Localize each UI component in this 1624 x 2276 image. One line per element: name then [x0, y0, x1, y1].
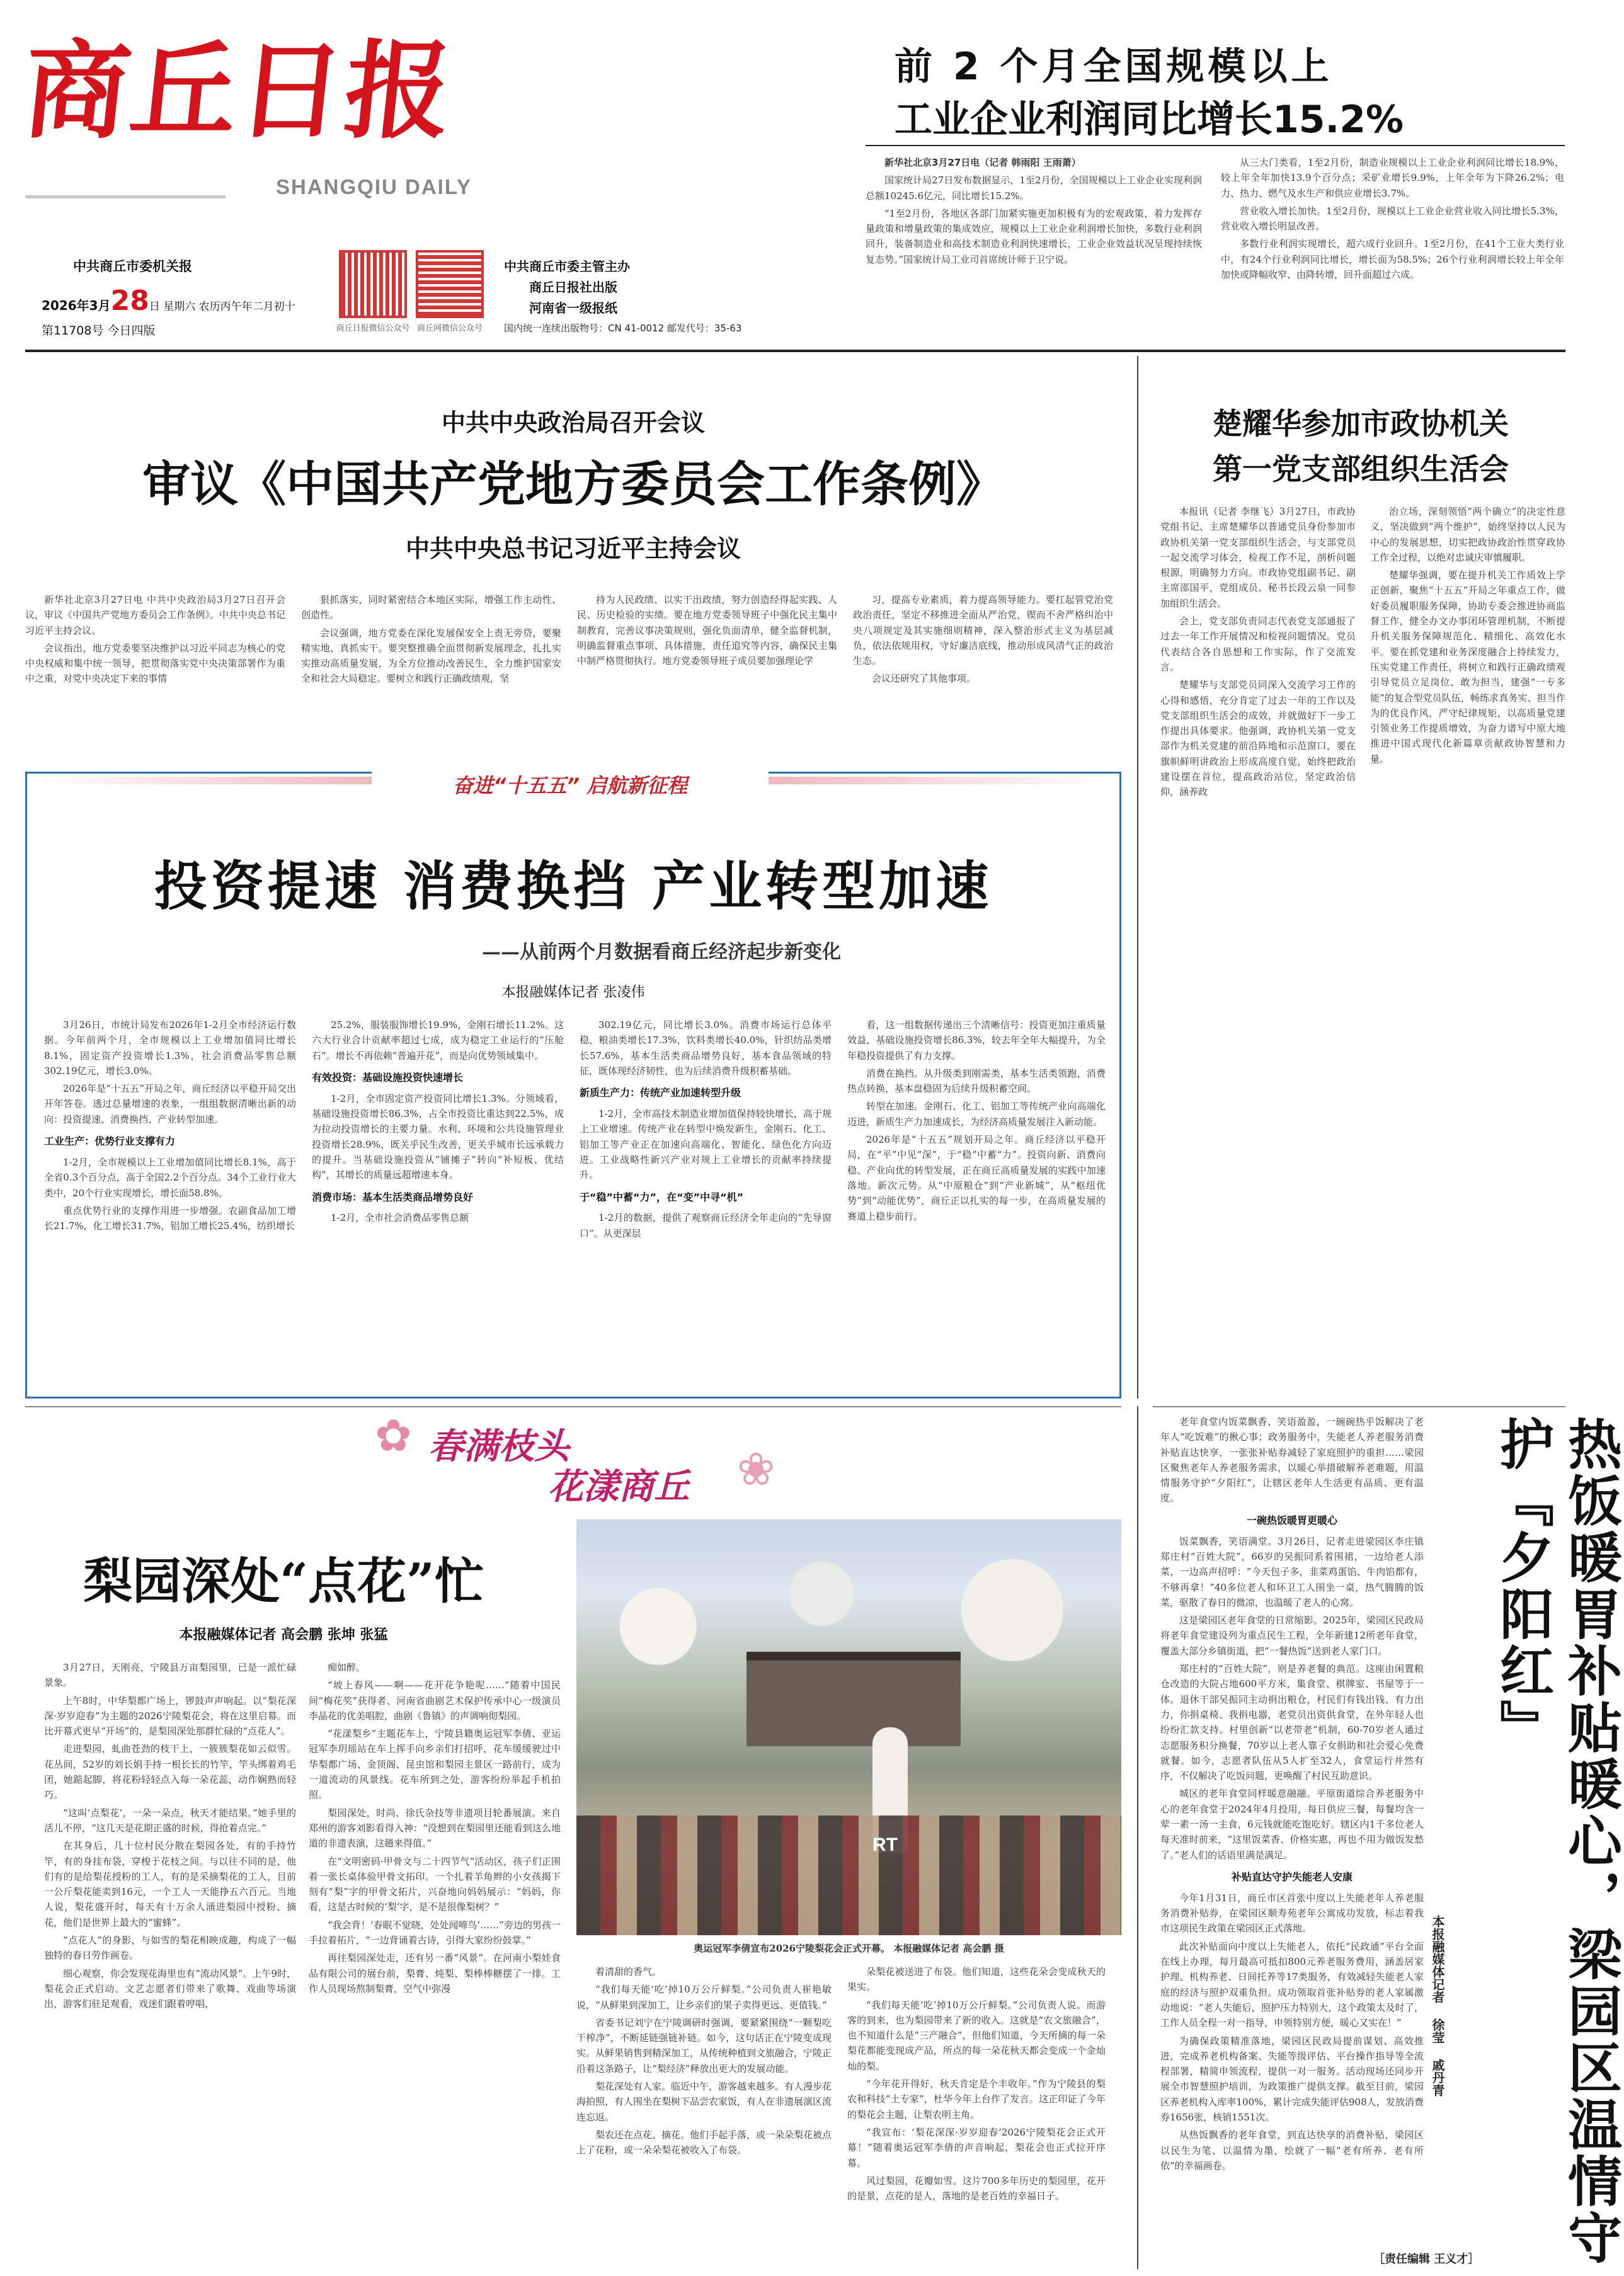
sponsor: 中共商丘市委主管主办 [504, 259, 630, 274]
cn-number: 国内统一连续出版物号：CN 41-0012 邮发代号：35-63 [504, 323, 742, 334]
pear-title: 梨园深处“点花”忙 [83, 1553, 484, 1610]
pear-banner [359, 1410, 800, 1511]
grade: 河南省一级报纸 [529, 300, 617, 316]
pear-col: 朵梨花被送进了布袋。他们知道，这些花朵会变成秋天的果实。 “我们每天能‘吃’掉10万公斤鲜梨。”公司负责人说。而游客的到来，也为梨园带来了新的收入。这就是“农文旅融合”，也不知道什么是“三产融合”，但他们知道，今天所摘的每一朵梨花都能变现成产品，所点的每一朵花秋天都会变成一个金灿灿的梨。 “今年花开得好，秋天肯定是个丰收年。”作为宁陵县的梨农和科技“土专家”，杜华今年上台作了发言。这正印证了今年的梨花会主题，让梨农明主角。 “我宣布：‘梨花深深·岁岁迎春’2026宁陵梨花会正式开幕！”随着奥运冠军李倩的声音响起，梨花会也正式拉开序幕。 风过梨园，花瓣如雪。这片700多年历史的梨园里，花开的是景，点花的是人，落地的是老百姓的幸福日子。 [847, 1966, 1106, 2202]
chu-title-2: 第一党支部组织生活会 [1213, 452, 1509, 487]
section-heading: 新质生产力：传统产业加速转型升级 [580, 1087, 741, 1099]
photo-crowd [576, 1816, 1121, 1935]
investment-title: 投资提速 消费换挡 产业转型加速 [154, 855, 993, 917]
photo-building [746, 1652, 961, 1746]
chu-title-1: 楚耀华参加市政协机关 [1213, 407, 1509, 442]
econ-col-1: 新华社北京3月27日电（记者 韩雨阳 王雨萧） 国家统计局27日发布数据显示，1至2月份，全国规模以上工业企业实现利润总额10245.6亿元，同比增长15.2%。 “1至2月份，各地区各部门加紧实施更加积极有为的宏观政策，着力发挥存量政策和增量政策的集成效应，规模以上工业企业利润增长加快，多数行业利润回升，装备制造业和高技术制造业利润快速增长，工业企业效益状况呈现持续恢复态势。”国家统计局工业司首席统计师于卫宁说。 [866, 157, 1202, 265]
investment-col: 302.19亿元，同比增长3.0%。消费市场运行总体平稳，粮油类增长17.3%，饮料类增长40.0%，针织纺品类增长57.6%，基本生活类商品增势良好，基本食品领域的特征，既体现经济韧性，也为后续消费升级积蓄基础。 新质生产力：传统产业加速转型升级 1-2月，全市高技术制造业增加值保持较快增长，高于规上工业增速。传统产业在转型中焕发新生，金刚石、化工、铝加工等产业正在加速向高端化、智能化、绿色化方向迈进。工业战略性新兴产业对规上工业增长的贡献率持续提升。 于“稳”中蓄“力”，在“变”中寻“机” 1-2月的数据，提供了观察商丘经济全年走向的“先导窗口”。从更深层 [580, 1019, 832, 1239]
investment-byline: 本报融媒体记者 张凌伟 [501, 985, 645, 1000]
section-heading: 消费市场：基本生活类商品增势良好 [312, 1191, 474, 1203]
econ-title-2: 工业企业利润同比增长15.2% [895, 98, 1404, 142]
qr-code[interactable] [339, 250, 407, 318]
qr-label: 商丘日报微信公众号 [336, 324, 410, 333]
org: 商丘日报社出版 [529, 280, 617, 295]
politburo-title: 审议《中国共产党地方委员会工作条例》 [142, 456, 1004, 512]
pear-col: 着清甜的香气。 “我们每天能‘吃’掉10万公斤鲜梨。”公司负责人崔艳敏说，“从鲜果到深加工，让乡亲们的果子卖得更远、更值钱。” 省委书记刘宁在宁陵调研时强调，要紧紧围绕“一颗梨吃干榨净”，不断延链强链补链。如今，这句话正在宁陵变成现实。从鲜果销售到精深加工，从传统种植到文旅融合，宁陵正沿着这条路子，让“梨经济”释放出更大的发展动能。 梨花深处有人家。临近中午，游客越来越多。有人漫步花海拍照，有人围坐在梨树下品尝农家饭，有人在非遗展演区流连忘返。 梨农还在点花、摘花。他们手起手落，或一朵朵梨花被点上了花粉，或一朵朵梨花被收入了布袋。 [576, 1966, 832, 2156]
logo-text: 商丘日报 [17, 30, 459, 153]
blossom-icon: ❀ [737, 1443, 775, 1495]
chu-col: 本报讯（记者 李继飞）3月27日，市政协党组书记、主席楚耀华以普通党员身份参加市政协机关第一党支部组织生活会，与支部党员一起交流学习体会，检视工作不足，剖析问题根源，明确努力方向。市政协党组副书记、副主席邵国平，党组成员、秘书长段云泉一同参加组织生活会。 会上，党支部负责同志代表党支部通报了过去一年工作开展情况和检视问题情况。党员代表结合各自思想和工作实际，作了交流发言。 楚耀华与支部党员同深入交流学习工作的心得和感悟，充分肯定了过去一年的工作以及党支部组织生活会的成效，并就做好下一步工作提出具体要求。他强调，政协机关第一党支部作为机关党建的前沿阵地和示范窗口，要在旗帜鲜明讲政治上形成高度自觉，始终把政治建设摆在首位，提高政治站位，坚定政治信仰，涵养政 [1160, 506, 1356, 798]
pear-col: 痴如醉。 “坡上春风——啊——花开花争艳呢……”随着中国民间“梅花奖”获得者、河南省曲剧艺术保护传承中心一级演员李晶花的优美唱腔，曲剧《鲁镇》的声调响彻梨园。 “花漾梨乡”主题花车上，宁陵县籍奥运冠军李倩、亚运冠军李玥瑶站在车上挥手向乡亲们打招呼，花车缓缓驶过中华梨都广场、金顶阁、昆虫馆和梨园主景区一路前行，成为一道流动的风景线。花车所到之处，游客纷纷举起手机拍照。 梨园深处，时尚、徐氏杂技等非遗项目轮番展演。来自郑州的游客刘影看得入神：“没想到在梨园里还能看到这么地道的非遗表演，这趟来得值。” 在“文明密码·甲骨文与二十四节气”活动区，孩子们正围着一张长桌体验甲骨文拓印。一个扎着羊角辫的小女孩揭下刻有“梨”字的甲骨文拓片，兴奋地向妈妈展示：“妈妈，你看，这是古时候的‘梨’字，是不是很像梨树？” “我会背！‘春眠不觉晓，处处闻啼鸟’……”旁边的男孩一手拉着拓片，“一边背诵着古诗，引得大家纷纷鼓掌。” 再往梨园深处走，还有另一番“风景”。在河南小梨娃食品有限公司的展台前，梨膏、炖梨、梨棒棒糖摆了一排。工作人员现场熬制梨膏，空气中弥漫 [309, 1662, 561, 1994]
politburo-subtitle: 中共中央总书记习近平主持会议 [405, 535, 741, 563]
econ-col-2: 从三大门类看，1至2月份，制造业规模以上工业企业利润同比增长18.9%，较上年全年加快13.9个百分点；采矿业增长9.9%，上年全年为下降26.2%；电力、热力、燃气及水生产和供应业增长3.7%。 营业收入增长加快。1至2月份，规模以上工业企业营业收入同比增长5.3%，营业收入增长明显改善。 多数行业利润实现增长，超六成行业回升。1至2月份，在41个工业大类行业中，有24个行业利润同比增长，增长面为58.5%；26个行业利润增长较上年全年加快或降幅收窄、由降转增，回升面超过六成。 [1221, 157, 1564, 281]
politburo-col: 持为人民政绩、以实干出政绩，努力创造经得起实践、人民、历史检验的实绩。要在地方党委领导班子中强化民主集中制教育，完善议事决策规则，强化负面清单，健全监督机制，明确监督重点事项、具体措施，责任追究等内容，确保民主集中制严格贯彻执行。地方党委领导班子成员要加强理论学 [577, 594, 837, 667]
investment-col: 看，这一组数据传递出三个清晰信号：投资更加注重质量效益，基础设施投资增长86.3%，较去年全年大幅提升，为全年稳投资提供了有力支撑。 消费在换挡。从升级类到刚需类，基本生活类领跑，消费热点转换，基本盘稳固为后续升级积蓄空间。 转型在加速。金刚石、化工、铝加工等传统产业向高端化迈进，新质生产力加速成长，为经济高质量发展注入新动能。 2026年是“十五五”规划开局之年。商丘经济以平稳开局，在“平”中见“深”，于“稳”中蓄“力”。投资向新、消费向稳、产业向优的转型发展，正在商丘高质量发展的实践中加速落地。新次元势。从“中原粮仓”到“产业新城”，从“枢纽优势”到“动能优势”，商丘正以扎实的每一步，在高质量发展的赛道上稳步前行。 [847, 1019, 1106, 1222]
meal-subhead: 补贴直达守护失能老人安康 [1231, 1870, 1352, 1883]
photo-badge: RT [872, 1834, 898, 1855]
section-heading: 于“稳”中蓄“力”，在“变”中寻“机” [580, 1191, 744, 1203]
meal-subhead: 一碗热饭暖胃更暖心 [1246, 1514, 1337, 1526]
date-day: 28 [110, 285, 149, 317]
politburo-col: 习，提高专业素质，着力提高领导能力。要扛起管党治党政治责任，坚定不移推进全面从严治党，锲而不舍严格纠治中央八项规定及其实施细则精神，深入整治形式主义为基层减负，依法依规用权，守好廉洁底线，推动形成风清气正的政治生态。 会议还研究了其他事项。 [853, 594, 1113, 685]
section-heading: 工业生产：优势行业支撑有力 [44, 1135, 176, 1148]
investment-banner: 奋进“十五五” 启航新征程 [372, 770, 769, 799]
investment-subtitle: ——从前两个月数据看商丘经济起步新变化 [482, 941, 841, 963]
section-heading: 有效投资：基础设施投资快速增长 [312, 1071, 464, 1084]
blossom-icon: ✿ [375, 1410, 412, 1461]
qr-label: 商丘网微信公众号 [416, 324, 483, 333]
meal-title: 热饭暖胃补贴暖心，梁园区温情守护『夕阳红』 [1490, 1416, 1622, 2267]
logo-pinyin: SHANGQIU DAILY [276, 175, 472, 198]
politburo-kicker: 中共中央政治局召开会议 [441, 409, 705, 437]
pear-banner-1: 春满枝头 [428, 1426, 569, 1467]
masthead-logo [17, 13, 477, 220]
meal-col-1: 老年食堂内饭菜飘香、笑语盈盈，一碗碗热乎饭解决了老年人“吃饭难”的揪心事；政务服务中，失能老人养老服务消费补贴直达快享，一张张补贴券减轻了家庭照护的重担……梁园区聚焦老年人养老服务需求，以暖心举措破解养老难题，用温情服务守护“夕阳红”，让辖区老年人生活更有品质、更有温度。 一碗热饭暖胃更暖心 饭菜飘香，笑语满堂。3月26日，记者走进梁园区李庄镇郑庄村“百姓大院”，66岁的吴振同系着围裙，一边给老人添菜，一边高声招呼：“今天包子多，韭菜鸡蛋馅、牛肉馅都有，不够再拿！”40多位老人和环卫工人围坐一桌，热气腾腾的饭菜，驱散了春日的微凉，也温暖了老人的心窝。 这是梁园区老年食堂的日常缩影。2025年，梁园区民政局将老年食堂建设列为重点民生工程，全年新建12所老年食堂，覆盖大部分乡镇街道，把“一餐热饭”送到老人家门口。 郑庄村的“百姓大院”，则是养老餐的典范。这座由闲置粮仓改造的大院占地600平方米，集食堂、棋牌室、书屋等于一体。退休干部吴振同主动捐出粮仓，村民们有钱出钱、有力出力，你捐桌椅、我捐电器，老党员出资供食堂，在外年轻人也纷纷汇款支持。村里创新“以老带老”机制，60-70岁老人通过志愿服务积分换餐，70岁以上老人靠子女捐助和社会爱心免费就餐。如今，志愿者队伍从5人扩至32人，食堂运行并然有序，不仅解决了吃饭问题，更唤醒了村民互助意识。 城区的老年食堂同样暖意融融。平原街道综合养老服务中心的老年食堂于2024年4月投用，每日供应三餐，每餐均含一荤一素一汤一主食，6元钱就能吃饱吃好。辖区内1千多位老人每天准时前来，“这里饭菜香、价格实惠，再也不用为做饭发愁了。”老人们的话语里满是满足。 补贴直达守护失能老人安康 今年1月31日，商丘市区首张中度以上失能老年人养老服务消费补贴券，在梁园区顺寿苑老年公寓成功发放，标志着我市这项民生政策在梁园区正式落地。 此次补贴面向中度以上失能老人，依托“民政通”平台全面在线上办理，每月最高可抵扣800元养老服务费用，涵盖居家护理、机构养老、日间托养等17类服务，有效减轻失能老人家庭的经济与照护双重负担。成功领取首张补贴券的老人家属激动地说：“老人失能后，照护压力特别大，这个政策太及时了，工作人员全程一对一指导，申领特别方便，暖心又实在！” 为确保政策精准落地，梁园区民政局提前谋划、高效推进，完成养老机构备案、失能等级评估、平台操作指导等全流程部署，精简申领流程，提供一对一服务。活动现场还同步开展全市智慧照护培训，为政策推广提供支撑。截至目前，梁园区养老机构入库率100%，累计完成失能评估908人，发放消费券1656张，核销1551次。 从热饭飘香的老年食堂，到直达快享的消费补贴，梁园区以民生为笔、以温情为墨，绘就了一幅“老有所养、老有所依”的幸福画卷。 [1160, 1416, 1424, 2171]
chu-col: 治立场，深刻领悟“两个确立”的决定性意义，坚决做到“两个维护”，始终坚持以人民为中心的发展思想，切实把政协政治性贯穿政协工作全过程，以绝对忠诚庆审慎履职。 楚耀华强调，要在提升机关工作质效上学正创新，聚焦“十五五”开局之年重点工作，做好委员履职服务保障，协助专委会推进协商监督工作，健全办文办事闭环管理机制，不断提升机关服务保障规范化、精细化、高效化水平。要在抓党建和业务深度融合上持续发力，压实党建工作责任，将树立和践行正确政绩观引导党员立足岗位、敢为担当，建强“一专多能”的复合型党员队伍，畅练求真务实、担当作为的优良作风，严守纪律规矩，以高质量党建引领业务工作提质增效，为奋力谱写中原大地推进中国式现代化新篇章贡献政协智慧和力量。 [1370, 506, 1565, 765]
issue-number: 第11708号 今日四版 [42, 324, 156, 338]
editor-credit: ［责任编辑 王义才］ [1373, 2253, 1480, 2266]
pear-byline: 本报融媒体记者 高会鹏 张坤 张猛 [179, 1627, 388, 1643]
issue-date: 2026年3月28日 星期六 农历丙午年二月初十 [42, 285, 295, 317]
pear-photo [576, 1519, 1121, 1935]
investment-col: 25.2%，服装服饰增长19.9%，金刚石增长11.2%。这六大行业合计贡献率超过七成，成为稳定工业运行的“压舱石”。增长不再依赖“普遍开花”，而是向优势领域集中。 有效投资：基础设施投资快速增长 1-2月，全市固定资产投资同比增长1.3%。分领域看，基础设施投资增长86.3%，占全市投资比重达到22.5%，成为拉动投资增长的主要力量。水利、环境和公共设施管理业投资增长28.9%，既关乎民生改善，更关乎城市长远承载力的提升。当基础设施投资从“铺摊子”转向“补短板、优结构”，其增长的质量远超增速本身。 消费市场：基本生活类商品增势良好 1-2月，全市社会消费品零售总额 [312, 1019, 564, 1224]
publisher: 中共商丘市委机关报 [73, 259, 192, 274]
politburo-col: 狠抓落实，同时紧密结合本地区实际，增强工作主动性、创造性。 会议强调，地方党委在深化发展保安全上责无旁贷，要聚精实地、真抓实干。要突整推确全面贯彻新发展理念，扎扎实实推动高质量发展，为全方位推动改善民生，全力维护国家安全和社会大局稳定。要树立和践行正确政绩观，坚 [301, 594, 561, 685]
pear-banner-2: 花漾商丘 [548, 1466, 689, 1507]
pear-col: 3月27日，天刚亮，宁陵县万亩梨园里，已是一派忙碌景象。 上午8时，中华梨都广场上，锣鼓声声响起。以“梨花深深·岁岁迎春”为主题的2026宁陵梨花会，将在这里启幕。而比开幕式更早“开场”的，是梨园深处那群忙碌的“点花人”。 走进梨园，虬曲苍劲的枝干上，一簇簇梨花如云似雪。花丛间，52岁的刘长娟手持一根长长的竹竿，竿头绑着鸡毛团，她踮起脚，将花粉轻轻点入每一朵花蕊，动作娴熟而轻巧。 “这叫‘点梨花’，一朵一朵点，秋天才能结果。”她手里的活儿不停，“这几天是花期正盛的时候，得抢着点完。” 在其身后，几十位村民分散在梨园各处，有的手持竹竿，有的身挂布袋，穿梭于花枝之间。与以往不同的是，他们有的是给梨花授粉的工人，有的是采摘梨花的工人，目前一公斤梨花能卖到16元，一个工人一天能挣五六百元。当地人说，梨花盛开时，每天有十万余人涌进梨园中授粉、摘花，他们是世界上最大的“蜜蜂”。 “点花人”的身影，与如雪的梨花相映成趣，构成了一幅独特的春日劳作画卷。 细心观察，你会发现花海里也有“流动风景”。上午9时，梨花会正式启动。文艺志愿者们带来了歌舞、戏曲等场演出，游客们驻足观看，戏迷们跟着哼唱， [44, 1662, 296, 2010]
econ-title-1: 前 2 个月全国规模以上 [895, 45, 1333, 89]
politburo-col: 新华社北京3月27日电 中共中央政治局3月27日召开会议，审议《中国共产党地方委员会工作条例》。中共中央总书记习近平主持会议。 会议指出，地方党委要坚决维护以习近平同志为核心的党中央权威和集中统一领导，把贯彻落实党中央决策部署作为重中之重，对党中央决定下来的事情 [25, 594, 285, 685]
photo-caption: 奥运冠军李倩宣布2026宁陵梨花会正式开幕。 本报融媒体记者 高会鹏 摄 [694, 1943, 1004, 1954]
investment-col: 3月26日，市统计局发布2026年1-2月全市经济运行数据。今年前两个月，全市规模以上工业增加值同比增长8.1%，固定资产投资增长1.3%，社会消费品零售总额302.19亿元，增长3.0%。 2026年是“十五五”开局之年，商丘经济以平稳开局交出开年答卷。透过总量增速的表象，一组组数据清晰出新的动向：投资提速、消费换挡、产业转型加速。 工业生产：优势行业支撑有力 1-2月，全市规模以上工业增加值同比增长8.1%，高于全省0.3个百分点，高于全国2.2个百分点。34个工业行业大类中，20个行业实现增长，增长面58.8%。 重点优势行业的支撑作用进一步增强。农副食品加工增长21.7%，化工增长31.7%，铝加工增长25.4%，纺织增长 [44, 1019, 296, 1232]
qr-code[interactable] [416, 250, 484, 318]
meal-byline: 本报融媒体记者 徐莹 戚丹青 [1430, 1915, 1445, 2096]
